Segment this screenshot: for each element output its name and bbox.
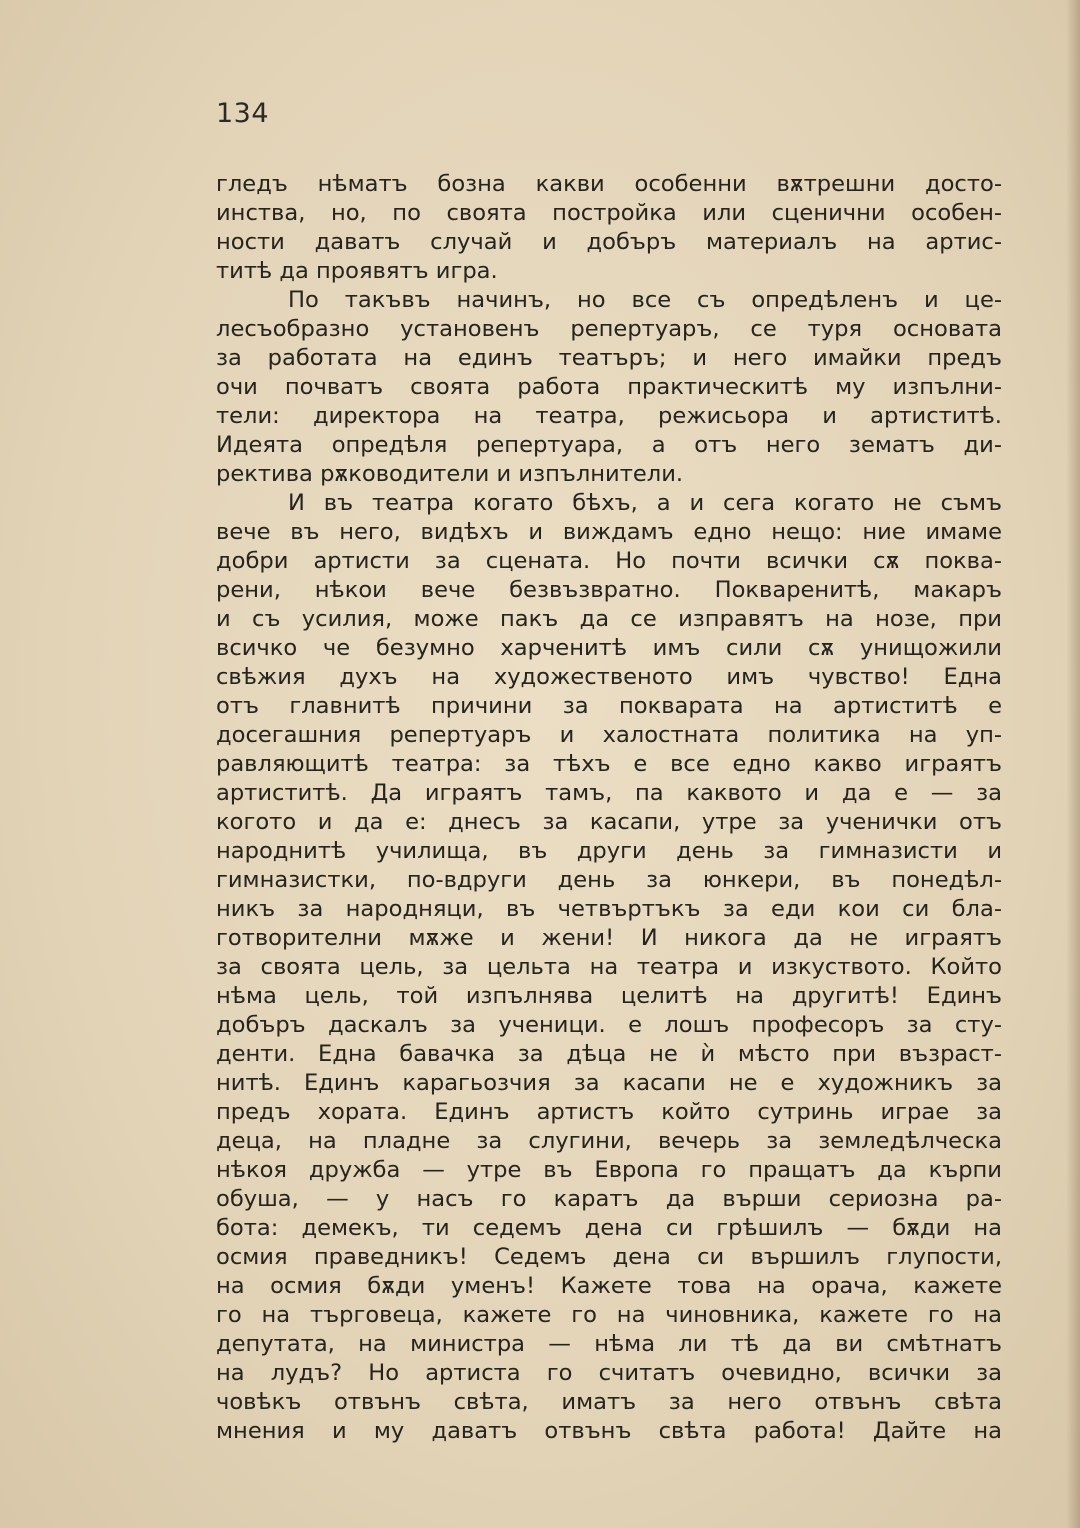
text-line: отъ главнитѣ причини за покварата на артиститѣ е — [216, 693, 1002, 719]
text-line: предъ хората. Единъ артистъ който сутринь играе за — [216, 1099, 1002, 1125]
text-line: когото и да е: днесъ за касапи, утре за ученички отъ — [216, 809, 1002, 835]
text-line: По такъвъ начинъ, но все съ опредѣленъ и це- — [288, 287, 1002, 313]
text-line: за работата на единъ театъръ; и него имайки предъ — [216, 345, 1002, 371]
text-line: на лудъ? Но артиста го считатъ очевидно, всички за — [216, 1360, 1002, 1386]
text-line: всичко че безумно харченитѣ имъ сили сѫ унищожили — [216, 635, 1002, 661]
text-line: денти. Една бавачка за дѣца не ѝ мѣсто при възраст- — [216, 1041, 1002, 1067]
text-line: Идеята опредѣля репертуара, а отъ него зематъ ди- — [216, 432, 1002, 458]
text-line: нѣкоя дружба — утре въ Европа го пращатъ да кърпи — [216, 1157, 1002, 1183]
text-line: инства, но, по своята постройка или сценични особен- — [216, 200, 1002, 226]
text-line: народнитѣ училища, въ други день за гимназисти и — [216, 838, 1002, 864]
text-line: ректива рѫководители и изпълнители. — [216, 461, 684, 487]
text-line: титѣ да проявятъ игра. — [216, 258, 498, 284]
text-line: на осмия бѫди уменъ! Кажете това на орача, кажете — [216, 1273, 1002, 1299]
text-line: очи почватъ своята работа практическитѣ му изпълни- — [216, 374, 1002, 400]
text-line: досегашния репертуаръ и халостната политика на уп- — [216, 722, 1002, 748]
text-line: обуша, — у насъ го каратъ да върши сериозна ра- — [216, 1186, 1002, 1212]
text-line: вече въ него, видѣхъ и виждамъ едно нещо: ние имаме — [216, 519, 1002, 545]
text-line: тели: директора на театра, режисьора и артиститѣ. — [216, 403, 1002, 429]
text-line: добъръ даскалъ за ученици. е лошъ професоръ за сту- — [216, 1012, 1002, 1038]
text-line: го на търговеца, кажете го на чиновника, кажете го на — [216, 1302, 1002, 1328]
text-line: гимназистки, по-вдруги день за юнкери, въ понедѣл- — [216, 867, 1002, 893]
text-line: мнения и му даватъ отвънъ свѣта работа! Дайте на — [216, 1418, 1002, 1444]
text-line: бота: демекъ, ти седемъ дена си грѣшилъ — бѫди на — [216, 1215, 1002, 1241]
text-line: И въ театра когато бѣхъ, а и сега когато не съмъ — [288, 490, 1002, 516]
text-line: ности даватъ случай и добъръ материалъ на артис- — [216, 229, 1002, 255]
text-line: лесъобразно установенъ репертуаръ, се туря основата — [216, 316, 1002, 342]
text-line: нѣма цель, той изпълнява целитѣ на другитѣ! Единъ — [216, 983, 1002, 1009]
text-line: артиститѣ. Да играятъ тамъ, па каквото и да е — за — [216, 780, 1002, 806]
text-line: за своята цель, за цельта на театра и изкуството. Който — [216, 954, 1002, 980]
text-line: и съ усилия, може пакъ да се изправятъ на нозе, при — [216, 606, 1002, 632]
text-line: готворителни мѫже и жени! И никога да не играятъ — [216, 925, 1002, 951]
text-line: човѣкъ отвънъ свѣта, иматъ за него отвънъ свѣта — [216, 1389, 1002, 1415]
text-line: нитѣ. Единъ карагьозчия за касапи не е художникъ за — [216, 1070, 1002, 1096]
text-line: равляющитѣ театра: за тѣхъ е все едно какво играятъ — [216, 751, 1002, 777]
body-text — [216, 170, 1002, 1446]
text-line: свѣжия духъ на художественото имъ чувство! Една — [216, 664, 1002, 690]
text-line: деца, на пладне за слугини, вечерь за земледѣлческа — [216, 1128, 1002, 1154]
page-number: 134 — [216, 98, 270, 129]
text-line: осмия праведникъ! Седемъ дена си вършилъ глупости, — [216, 1244, 1002, 1270]
text-line: гледъ нѣматъ бозна какви особенни вѫтрешни досто- — [216, 171, 1002, 197]
page-edge-shadow — [1066, 0, 1080, 1528]
text-line: добри артисти за сцената. Но почти всички сѫ поква- — [216, 548, 1002, 574]
text-line: рени, нѣкои вече безвъзвратно. Покваренитѣ, макаръ — [216, 577, 1002, 603]
text-line: депутата, на министра — нѣма ли тѣ да ви смѣтнатъ — [216, 1331, 1002, 1357]
text-line: никъ за народняци, въ четвъртъкъ за еди кои си бла- — [216, 896, 1002, 922]
